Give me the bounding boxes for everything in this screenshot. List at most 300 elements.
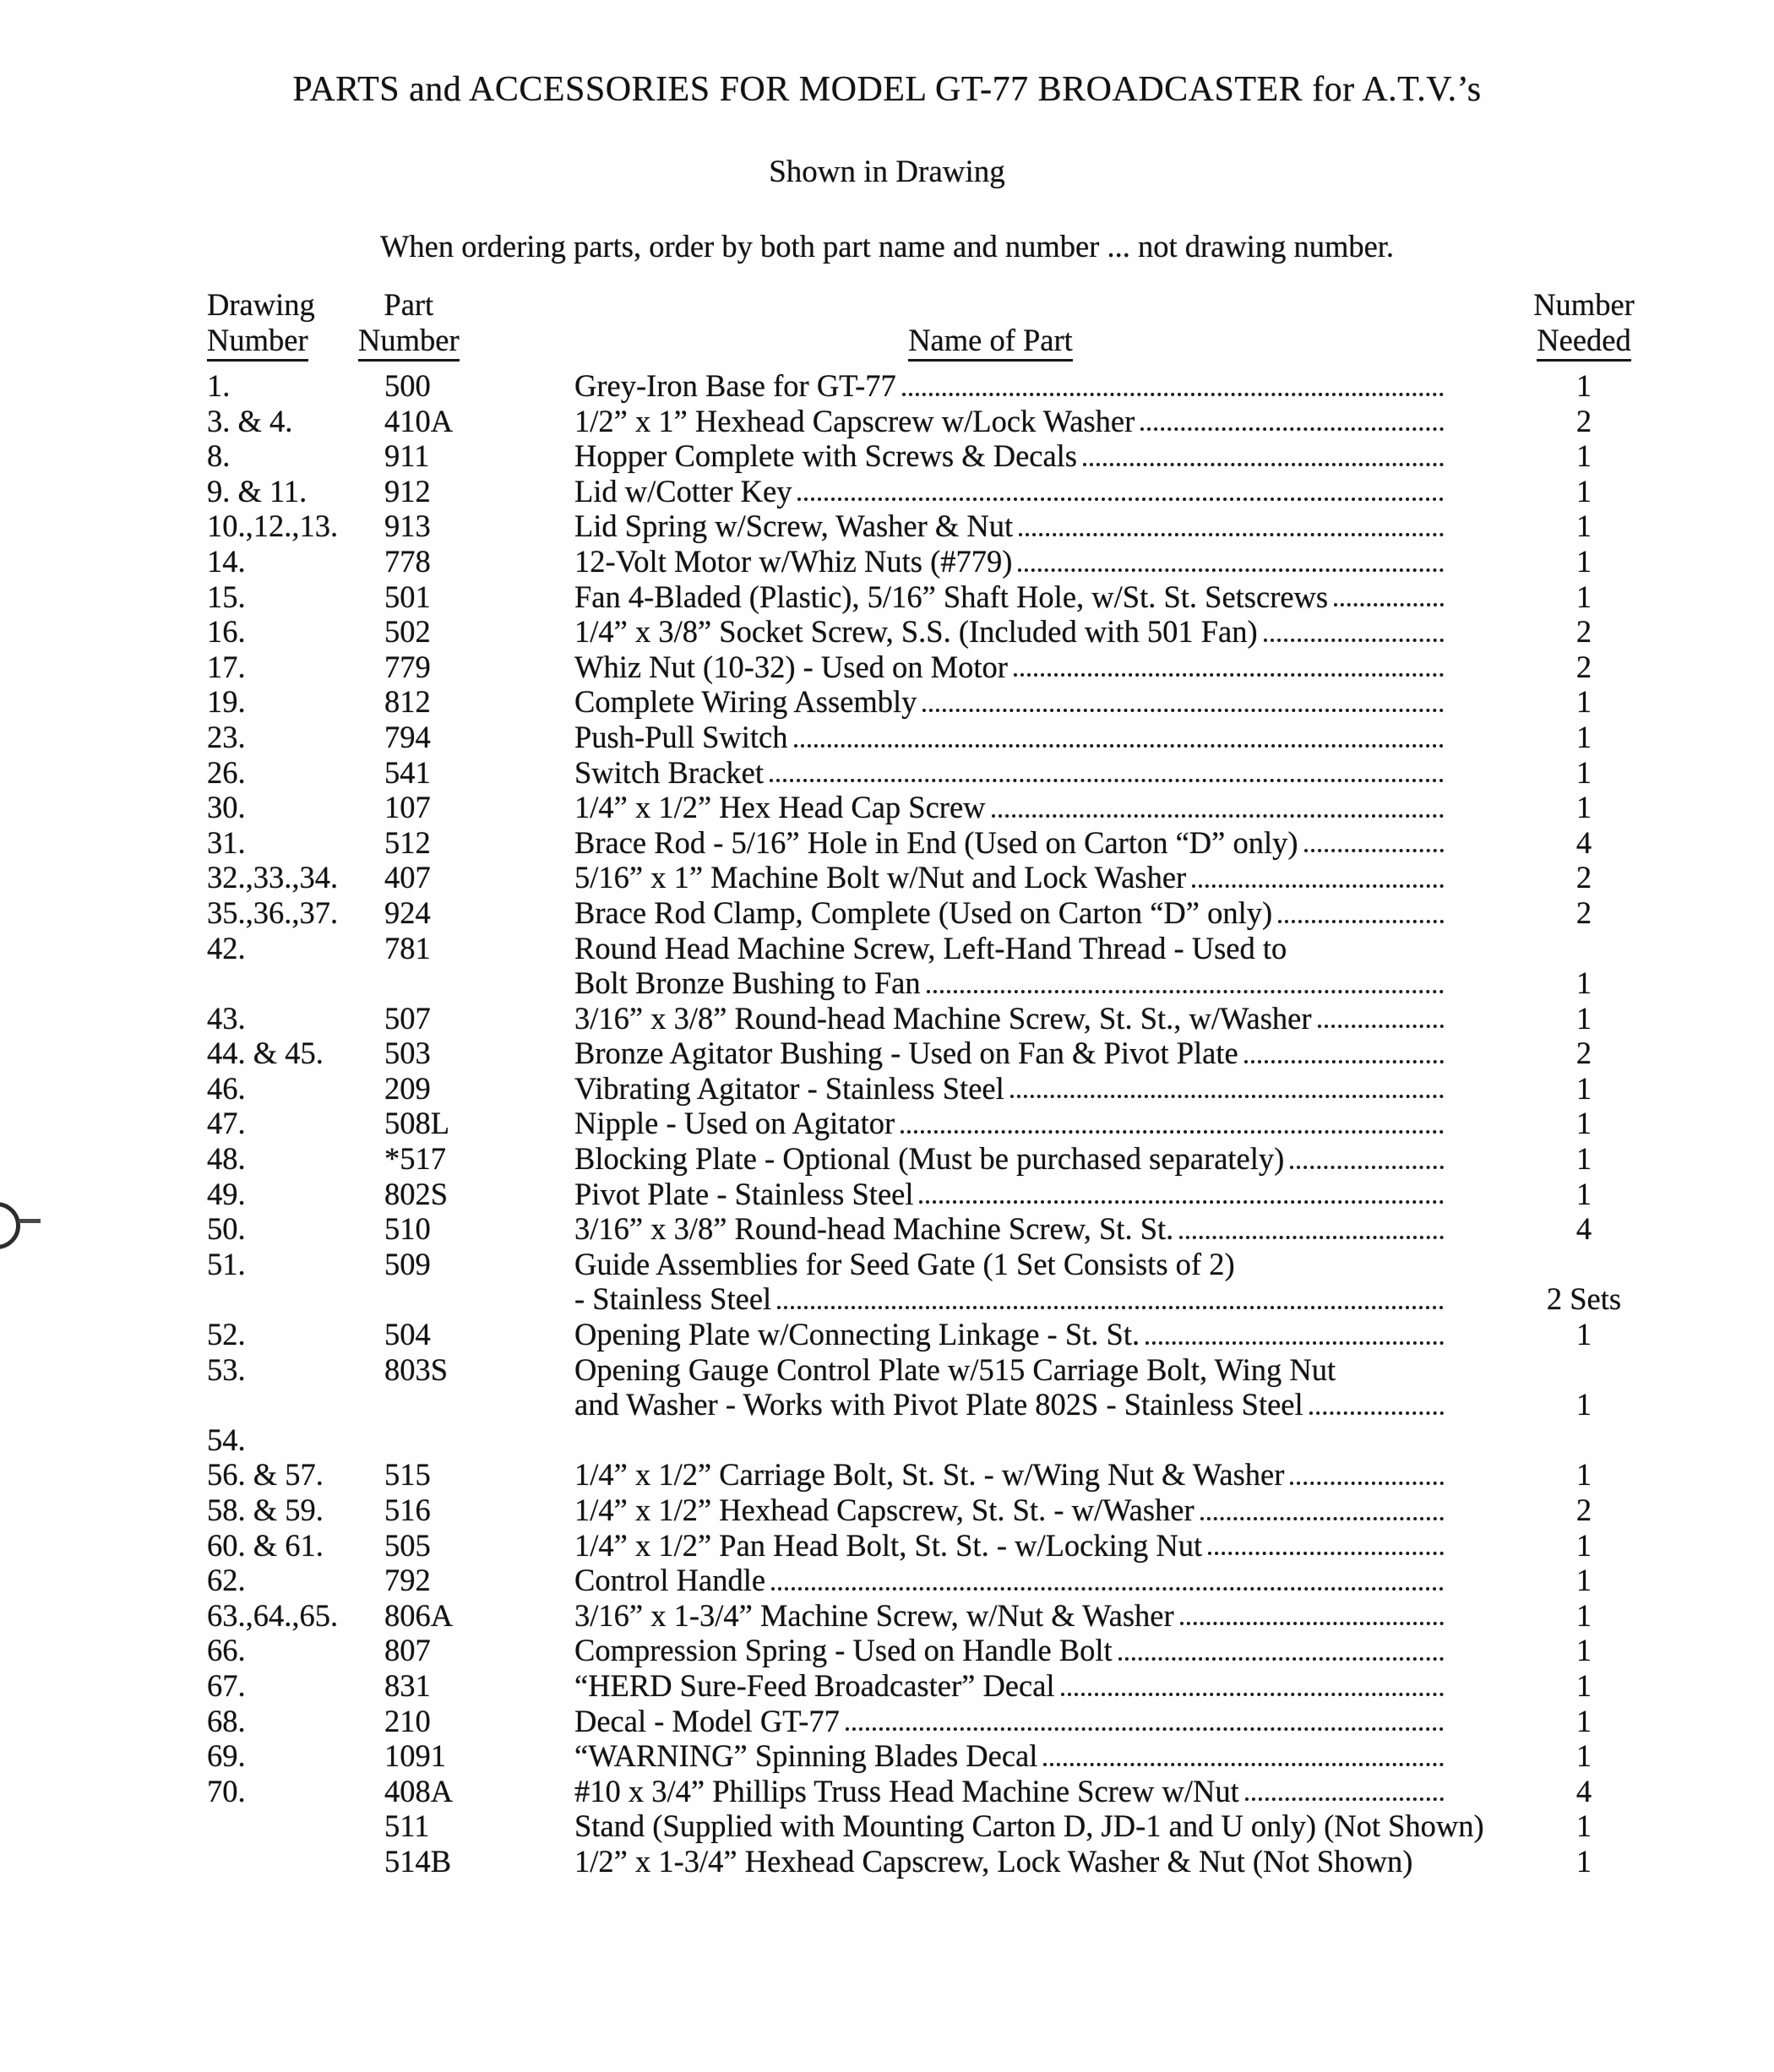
drawing-number-cell: 60. & 61. <box>207 1527 324 1563</box>
table-row <box>207 1563 1774 1598</box>
part-name-text: Fan 4-Bladed (Plastic), 5/16” Shaft Hole, w/St. St. Setscrews <box>574 579 1329 614</box>
quantity-cell: 1 <box>1575 1703 1592 1738</box>
quantity-cell: 1 <box>1575 1141 1592 1177</box>
table-row <box>207 1774 1774 1809</box>
header-number-needed-line2: Needed <box>1537 323 1630 362</box>
quantity-cell <box>1483 1352 1685 1388</box>
part-name-cell <box>574 1211 1483 1247</box>
drawing-number-cell: 50. <box>207 1211 246 1247</box>
dot-leader <box>1043 1763 1444 1766</box>
drawing-number-cell: 48. <box>207 1141 246 1177</box>
table-row <box>207 755 1774 791</box>
dot-leader <box>902 393 1444 396</box>
part-name-cell <box>574 1141 1483 1177</box>
part-name-text: Decal - Model GT-77 <box>574 1703 840 1738</box>
drawing-number-cell: 46. <box>207 1070 246 1106</box>
table-row <box>207 1036 1774 1071</box>
part-name-cell <box>574 825 1483 861</box>
part-number-cell: 912 <box>384 473 431 508</box>
part-name-cell <box>574 508 1483 544</box>
quantity-cell: 1 <box>1575 579 1592 614</box>
quantity-cell: 2 <box>1575 649 1592 684</box>
dot-leader <box>1179 1236 1444 1239</box>
part-number-cell: 807 <box>384 1633 431 1668</box>
dot-leader <box>1140 427 1444 431</box>
parts-table-body <box>207 368 1774 1879</box>
dot-leader <box>797 498 1444 501</box>
dot-leader <box>901 1130 1444 1134</box>
part-name-text: Whiz Nut (10-32) - Used on Motor <box>574 649 1008 684</box>
dot-leader <box>922 709 1444 712</box>
part-name-text: Round Head Machine Screw, Left-Hand Thread - Used to <box>574 930 1287 965</box>
dot-leader <box>1118 1657 1444 1661</box>
part-name-cell <box>574 579 1483 615</box>
table-row <box>207 544 1774 579</box>
quantity-cell: 1 <box>1575 719 1592 754</box>
part-name-text: #10 x 3/4” Phillips Truss Head Machine Screw w/Nut <box>574 1773 1239 1808</box>
header-drawing-number-line1: Drawing <box>207 287 315 322</box>
header-part-number-line1: Part <box>384 287 434 322</box>
quantity-cell: 1 <box>1575 1317 1592 1352</box>
dot-leader <box>770 779 1444 782</box>
part-name-cell <box>574 755 1483 791</box>
table-row <box>207 1598 1774 1634</box>
part-number-cell: 924 <box>384 895 431 930</box>
part-name-cell <box>574 1352 1483 1388</box>
quantity-cell: 2 <box>1575 895 1592 930</box>
table-row <box>207 1528 1774 1564</box>
part-name-cell <box>574 1563 1483 1598</box>
part-name-text: Lid w/Cotter Key <box>574 473 792 508</box>
quantity-cell: 1 <box>1575 1106 1592 1141</box>
quantity-cell: 4 <box>1575 824 1592 860</box>
part-name-cell <box>574 860 1483 895</box>
parts-table <box>0 287 1774 1879</box>
part-number-cell: 779 <box>384 649 431 684</box>
part-name-cell <box>574 720 1483 755</box>
header-part-number-line2: Number <box>358 323 460 362</box>
quantity-cell: 2 <box>1575 1036 1592 1071</box>
part-name-text: Hopper Complete with Screws & Decals <box>574 438 1078 474</box>
part-name-cell <box>574 1106 1483 1141</box>
part-name-cell <box>574 1738 1483 1774</box>
part-name-cell <box>574 1808 1483 1844</box>
quantity-cell: 1 <box>1575 754 1592 790</box>
table-row <box>207 1247 1774 1282</box>
drawing-number-cell: 67. <box>207 1667 246 1703</box>
part-number-cell: 803S <box>384 1351 449 1387</box>
quantity-cell: 1 <box>1575 1000 1592 1036</box>
table-row <box>207 931 1774 966</box>
part-name-cell <box>574 1422 1483 1458</box>
drawing-number-cell: 43. <box>207 1000 246 1036</box>
part-number-cell: 913 <box>384 508 431 544</box>
part-name-text: Grey-Iron Base for GT-77 <box>574 368 896 403</box>
quantity-cell <box>1483 1247 1685 1282</box>
part-name-cell <box>574 368 1483 404</box>
table-row <box>207 1281 1774 1317</box>
part-name-text: 1/4” x 3/8” Socket Screw, S.S. (Included with 501 Fan) <box>574 614 1258 650</box>
part-name-cell <box>574 931 1483 966</box>
drawing-number-cell: 62. <box>207 1563 246 1598</box>
drawing-number-cell <box>207 1281 384 1317</box>
drawing-number-cell: 66. <box>207 1633 246 1668</box>
page-title: PARTS and ACCESSORIES FOR MODEL GT-77 BROADCASTER for A.T.V.’s <box>292 70 1482 109</box>
part-number-cell: 501 <box>384 579 431 614</box>
table-row <box>207 1387 1774 1422</box>
part-name-text: Switch Bracket <box>574 754 765 790</box>
dot-leader <box>1010 1095 1444 1098</box>
part-name-text: 1/4” x 1/2” Hexhead Capscrew, St. St. - w/Washer <box>574 1493 1194 1527</box>
quantity-cell: 1 <box>1575 1597 1592 1633</box>
page-subtitle: Shown in Drawing <box>769 155 1005 189</box>
dot-leader <box>1145 1341 1444 1345</box>
table-row <box>207 1071 1774 1107</box>
dot-leader <box>771 1587 1444 1591</box>
part-name-cell <box>574 1001 1483 1036</box>
table-row <box>207 1738 1774 1774</box>
part-name-cell <box>574 790 1483 825</box>
part-name-text: 3/16” x 3/8” Round-head Machine Screw, St. St. <box>574 1211 1174 1247</box>
table-row <box>207 404 1774 439</box>
part-name-text: and Washer - Works with Pivot Plate 802S - Stainless Steel <box>574 1387 1303 1422</box>
part-name-text: Pivot Plate - Stainless Steel <box>574 1176 914 1211</box>
drawing-number-cell: 69. <box>207 1738 246 1774</box>
part-number-cell: *517 <box>384 1141 446 1177</box>
part-number-cell: 792 <box>384 1563 431 1598</box>
part-number-cell: 781 <box>384 930 431 965</box>
drawing-number-cell: 8. <box>207 438 231 474</box>
dot-leader <box>1278 920 1444 923</box>
table-row <box>207 1668 1774 1704</box>
quantity-cell <box>1483 1422 1685 1458</box>
part-name-cell <box>574 650 1483 685</box>
quantity-cell: 2 <box>1575 614 1592 650</box>
quantity-cell: 1 <box>1575 1808 1592 1844</box>
part-number-cell: 407 <box>384 860 431 895</box>
part-number-cell: 504 <box>384 1317 431 1352</box>
quantity-cell: 2 <box>1575 1493 1592 1527</box>
drawing-number-cell <box>207 1844 384 1879</box>
part-number-cell: 516 <box>384 1493 431 1527</box>
table-row <box>207 579 1774 615</box>
part-name-cell <box>574 1071 1483 1107</box>
header-number-needed <box>1483 287 1685 362</box>
part-name-text: Vibrating Agitator - Stainless Steel <box>574 1070 1004 1106</box>
drawing-number-cell <box>207 1808 384 1844</box>
part-name-text: Complete Wiring Assembly <box>574 684 917 720</box>
header-name-of-part <box>574 287 1483 362</box>
drawing-number-cell: 26. <box>207 754 246 790</box>
part-number-cell: 209 <box>384 1070 431 1106</box>
drawing-number-cell: 16. <box>207 614 246 650</box>
scan-artifact-dash <box>19 1219 41 1223</box>
table-row <box>207 1106 1774 1141</box>
part-number-cell: 509 <box>384 1246 431 1281</box>
part-number-cell: 408A <box>384 1773 454 1808</box>
part-number-cell <box>384 1387 574 1422</box>
dot-leader <box>1083 463 1444 466</box>
part-number-cell: 514B <box>384 1843 452 1879</box>
part-name-cell <box>574 614 1483 650</box>
table-row <box>207 1457 1774 1493</box>
table-row <box>207 1211 1774 1247</box>
part-number-cell: 812 <box>384 684 431 720</box>
table-row <box>207 508 1774 544</box>
dot-leader <box>1019 533 1444 536</box>
table-row <box>207 790 1774 825</box>
drawing-number-cell: 51. <box>207 1246 246 1281</box>
part-name-text: 3/16” x 3/8” Round-head Machine Screw, St. St., w/Washer <box>574 1000 1312 1036</box>
part-name-cell <box>574 1493 1483 1528</box>
quantity-cell: 1 <box>1575 1457 1592 1493</box>
drawing-number-cell: 44. & 45. <box>207 1036 324 1071</box>
dot-leader <box>1180 1622 1444 1625</box>
table-row <box>207 1352 1774 1388</box>
part-number-cell: 505 <box>384 1527 431 1563</box>
part-name-text: Nipple - Used on Agitator <box>574 1106 895 1141</box>
part-number-cell: 512 <box>384 824 431 860</box>
quantity-cell: 1 <box>1575 1563 1592 1598</box>
dot-leader <box>1318 1025 1444 1028</box>
dot-leader <box>1290 1166 1444 1169</box>
header-part-number <box>358 287 574 362</box>
part-name-text: Guide Assemblies for Seed Gate (1 Set Consists of 2) <box>574 1246 1235 1281</box>
quantity-cell: 1 <box>1575 1070 1592 1106</box>
dot-leader <box>1309 1411 1444 1415</box>
quantity-cell: 1 <box>1575 965 1592 1001</box>
dot-leader <box>1304 849 1444 852</box>
quantity-cell <box>1483 931 1685 966</box>
part-number-cell: 911 <box>384 438 430 474</box>
dot-leader <box>1245 1797 1444 1801</box>
dot-leader <box>1208 1552 1444 1555</box>
drawing-number-cell: 42. <box>207 930 246 965</box>
dot-leader <box>1014 673 1444 677</box>
part-name-text: 12-Volt Motor w/Whiz Nuts (#779) <box>574 543 1013 579</box>
dot-leader <box>1018 568 1444 572</box>
part-name-cell <box>574 684 1483 720</box>
dot-leader <box>1192 884 1444 888</box>
part-name-cell <box>574 895 1483 931</box>
table-row <box>207 650 1774 685</box>
quantity-cell: 1 <box>1575 1738 1592 1774</box>
part-name-text: 1/2” x 1-3/4” Hexhead Capscrew, Lock Washer & Nut (Not Shown) <box>574 1843 1413 1879</box>
part-name-cell <box>574 965 1483 1001</box>
drawing-number-cell: 30. <box>207 790 246 825</box>
part-number-cell: 831 <box>384 1667 431 1703</box>
dot-leader <box>992 814 1444 818</box>
drawing-number-cell: 70. <box>207 1773 246 1808</box>
drawing-number-cell: 14. <box>207 543 246 579</box>
quantity-cell: 4 <box>1575 1773 1592 1808</box>
part-number-cell: 778 <box>384 543 431 579</box>
dot-leader <box>777 1306 1444 1309</box>
part-number-cell: 510 <box>384 1211 431 1247</box>
part-number-cell: 511 <box>384 1808 430 1844</box>
table-row <box>207 684 1774 720</box>
drawing-number-cell <box>207 1387 384 1422</box>
ordering-instruction: When ordering parts, order by both part name and number ... not drawing number. <box>379 229 1395 264</box>
quantity-cell: 1 <box>1575 1176 1592 1211</box>
part-name-cell <box>574 1528 1483 1564</box>
part-name-cell <box>574 1774 1483 1809</box>
part-number-cell <box>384 965 574 1001</box>
drawing-number-cell: 49. <box>207 1176 246 1211</box>
drawing-number-cell <box>207 965 384 1001</box>
part-number-cell: 802S <box>384 1176 449 1211</box>
drawing-number-cell: 32.,33.,34. <box>207 860 339 895</box>
table-row <box>207 965 1774 1001</box>
quantity-cell: 2 <box>1575 403 1592 438</box>
drawing-number-cell: 10.,12.,13. <box>207 508 339 544</box>
quantity-cell: 1 <box>1575 790 1592 825</box>
table-row <box>207 1704 1774 1739</box>
part-name-text: 1/4” x 1/2” Carriage Bolt, St. St. - w/Wing Nut & Washer <box>574 1457 1285 1493</box>
part-name-text: Blocking Plate - Optional (Must be purchased separately) <box>574 1141 1285 1177</box>
part-name-cell <box>574 1317 1483 1352</box>
part-number-cell: 541 <box>384 754 431 790</box>
quantity-cell: 1 <box>1575 1667 1592 1703</box>
table-row <box>207 474 1774 509</box>
header-name-of-part-label: Name of Part <box>908 323 1073 362</box>
part-name-cell <box>574 1704 1483 1739</box>
quantity-cell: 1 <box>1575 508 1592 544</box>
part-name-text: Compression Spring - Used on Handle Bolt <box>574 1633 1113 1668</box>
part-name-text: Bolt Bronze Bushing to Fan <box>574 965 921 1001</box>
quantity-cell: 1 <box>1575 684 1592 720</box>
table-header-row <box>207 287 1774 362</box>
part-name-cell <box>574 1177 1483 1212</box>
dot-leader <box>1290 1482 1444 1485</box>
dot-leader <box>927 990 1444 993</box>
drawing-number-cell: 56. & 57. <box>207 1457 324 1493</box>
drawing-number-cell: 54. <box>207 1422 246 1457</box>
drawing-number-cell: 15. <box>207 579 246 614</box>
part-name-text: Control Handle <box>574 1563 766 1598</box>
part-number-cell: 500 <box>384 368 431 403</box>
table-row <box>207 1177 1774 1212</box>
table-row <box>207 614 1774 650</box>
part-number-cell: 508L <box>384 1106 450 1141</box>
part-number-cell <box>384 1281 574 1317</box>
quantity-cell: 1 <box>1575 1843 1592 1879</box>
dot-leader <box>1061 1693 1444 1696</box>
table-row <box>207 1141 1774 1177</box>
part-name-cell <box>574 474 1483 509</box>
table-row <box>207 1844 1774 1879</box>
part-name-cell <box>574 1387 1483 1422</box>
drawing-number-cell: 47. <box>207 1106 246 1141</box>
part-name-cell <box>574 1281 1483 1317</box>
drawing-number-cell: 58. & 59. <box>207 1493 324 1527</box>
drawing-number-cell: 3. & 4. <box>207 403 293 438</box>
drawing-number-cell: 63.,64.,65. <box>207 1597 339 1633</box>
part-name-cell <box>574 1598 1483 1634</box>
table-row <box>207 1422 1774 1458</box>
drawing-number-cell: 9. & 11. <box>207 473 307 508</box>
table-row <box>207 438 1774 474</box>
header-number-needed-line1: Number <box>1533 287 1635 322</box>
table-row <box>207 1808 1774 1844</box>
drawing-number-cell: 52. <box>207 1317 246 1352</box>
drawing-number-cell: 31. <box>207 824 246 860</box>
table-row <box>207 1493 1774 1528</box>
quantity-cell: 1 <box>1575 543 1592 579</box>
part-name-text: Brace Rod Clamp, Complete (Used on Carton “D” only) <box>574 895 1273 930</box>
part-number-cell: 503 <box>384 1036 431 1071</box>
quantity-cell: 1 <box>1575 1633 1592 1668</box>
dot-leader <box>1244 1060 1444 1063</box>
part-name-text: 1/4” x 1/2” Pan Head Bolt, St. St. - w/Locking Nut <box>574 1527 1203 1563</box>
part-name-text: Opening Gauge Control Plate w/515 Carriage Bolt, Wing Nut <box>574 1351 1336 1387</box>
quantity-cell: 1 <box>1575 473 1592 508</box>
document-page <box>0 69 1774 1879</box>
part-name-cell <box>574 1457 1483 1493</box>
part-name-text: 5/16” x 1” Machine Bolt w/Nut and Lock Washer <box>574 860 1187 895</box>
dot-leader <box>1334 603 1444 606</box>
part-number-cell <box>384 1422 574 1458</box>
drawing-number-cell: 17. <box>207 649 246 684</box>
part-name-cell <box>574 1668 1483 1704</box>
dot-leader <box>1264 639 1444 642</box>
part-name-cell <box>574 438 1483 474</box>
drawing-number-cell: 35.,36.,37. <box>207 895 339 930</box>
part-name-text: - Stainless Steel <box>574 1281 772 1317</box>
dot-leader <box>846 1727 1444 1731</box>
table-row <box>207 368 1774 404</box>
drawing-number-cell: 23. <box>207 719 246 754</box>
drawing-number-cell: 19. <box>207 684 246 720</box>
part-name-text: 1/4” x 1/2” Hex Head Cap Screw <box>574 790 986 825</box>
part-name-text: Lid Spring w/Screw, Washer & Nut <box>574 508 1014 544</box>
dot-leader <box>1200 1517 1444 1520</box>
drawing-number-cell: 68. <box>207 1703 246 1738</box>
part-number-cell: 410A <box>384 403 454 438</box>
drawing-number-cell: 1. <box>207 368 231 403</box>
part-name-cell <box>574 544 1483 579</box>
part-name-text: Bronze Agitator Bushing - Used on Fan & Pivot Plate <box>574 1036 1238 1071</box>
part-name-text: Stand (Supplied with Mounting Carton D, JD-1 and U only) (Not Shown) <box>574 1808 1484 1844</box>
drawing-number-cell: 53. <box>207 1351 246 1387</box>
quantity-cell: 1 <box>1575 1387 1592 1422</box>
part-name-text: “WARNING” Spinning Blades Decal <box>574 1738 1038 1774</box>
quantity-cell: 1 <box>1575 438 1592 474</box>
table-row <box>207 825 1774 861</box>
part-number-cell: 507 <box>384 1000 431 1036</box>
table-row <box>207 720 1774 755</box>
part-number-cell: 1091 <box>384 1738 446 1774</box>
part-name-text: Brace Rod - 5/16” Hole in End (Used on Carton “D” only) <box>574 824 1298 860</box>
part-number-cell: 210 <box>384 1703 431 1738</box>
part-name-text: “HERD Sure-Feed Broadcaster” Decal <box>574 1667 1055 1703</box>
part-name-cell <box>574 1036 1483 1071</box>
header-drawing-number-line2: Number <box>207 323 308 362</box>
table-row <box>207 860 1774 895</box>
table-row <box>207 895 1774 931</box>
part-name-cell <box>574 404 1483 439</box>
part-name-cell <box>574 1247 1483 1282</box>
part-name-text: Opening Plate w/Connecting Linkage - St. St. <box>574 1317 1140 1352</box>
quantity-cell: 4 <box>1575 1211 1592 1247</box>
part-name-text: 3/16” x 1-3/4” Machine Screw, w/Nut & Washer <box>574 1597 1174 1633</box>
part-name-cell <box>574 1844 1483 1879</box>
part-name-text: 1/2” x 1” Hexhead Capscrew w/Lock Washer <box>574 403 1135 438</box>
dot-leader <box>794 744 1444 748</box>
part-number-cell: 502 <box>384 614 431 650</box>
part-number-cell: 515 <box>384 1457 431 1493</box>
dot-leader <box>919 1200 1444 1204</box>
